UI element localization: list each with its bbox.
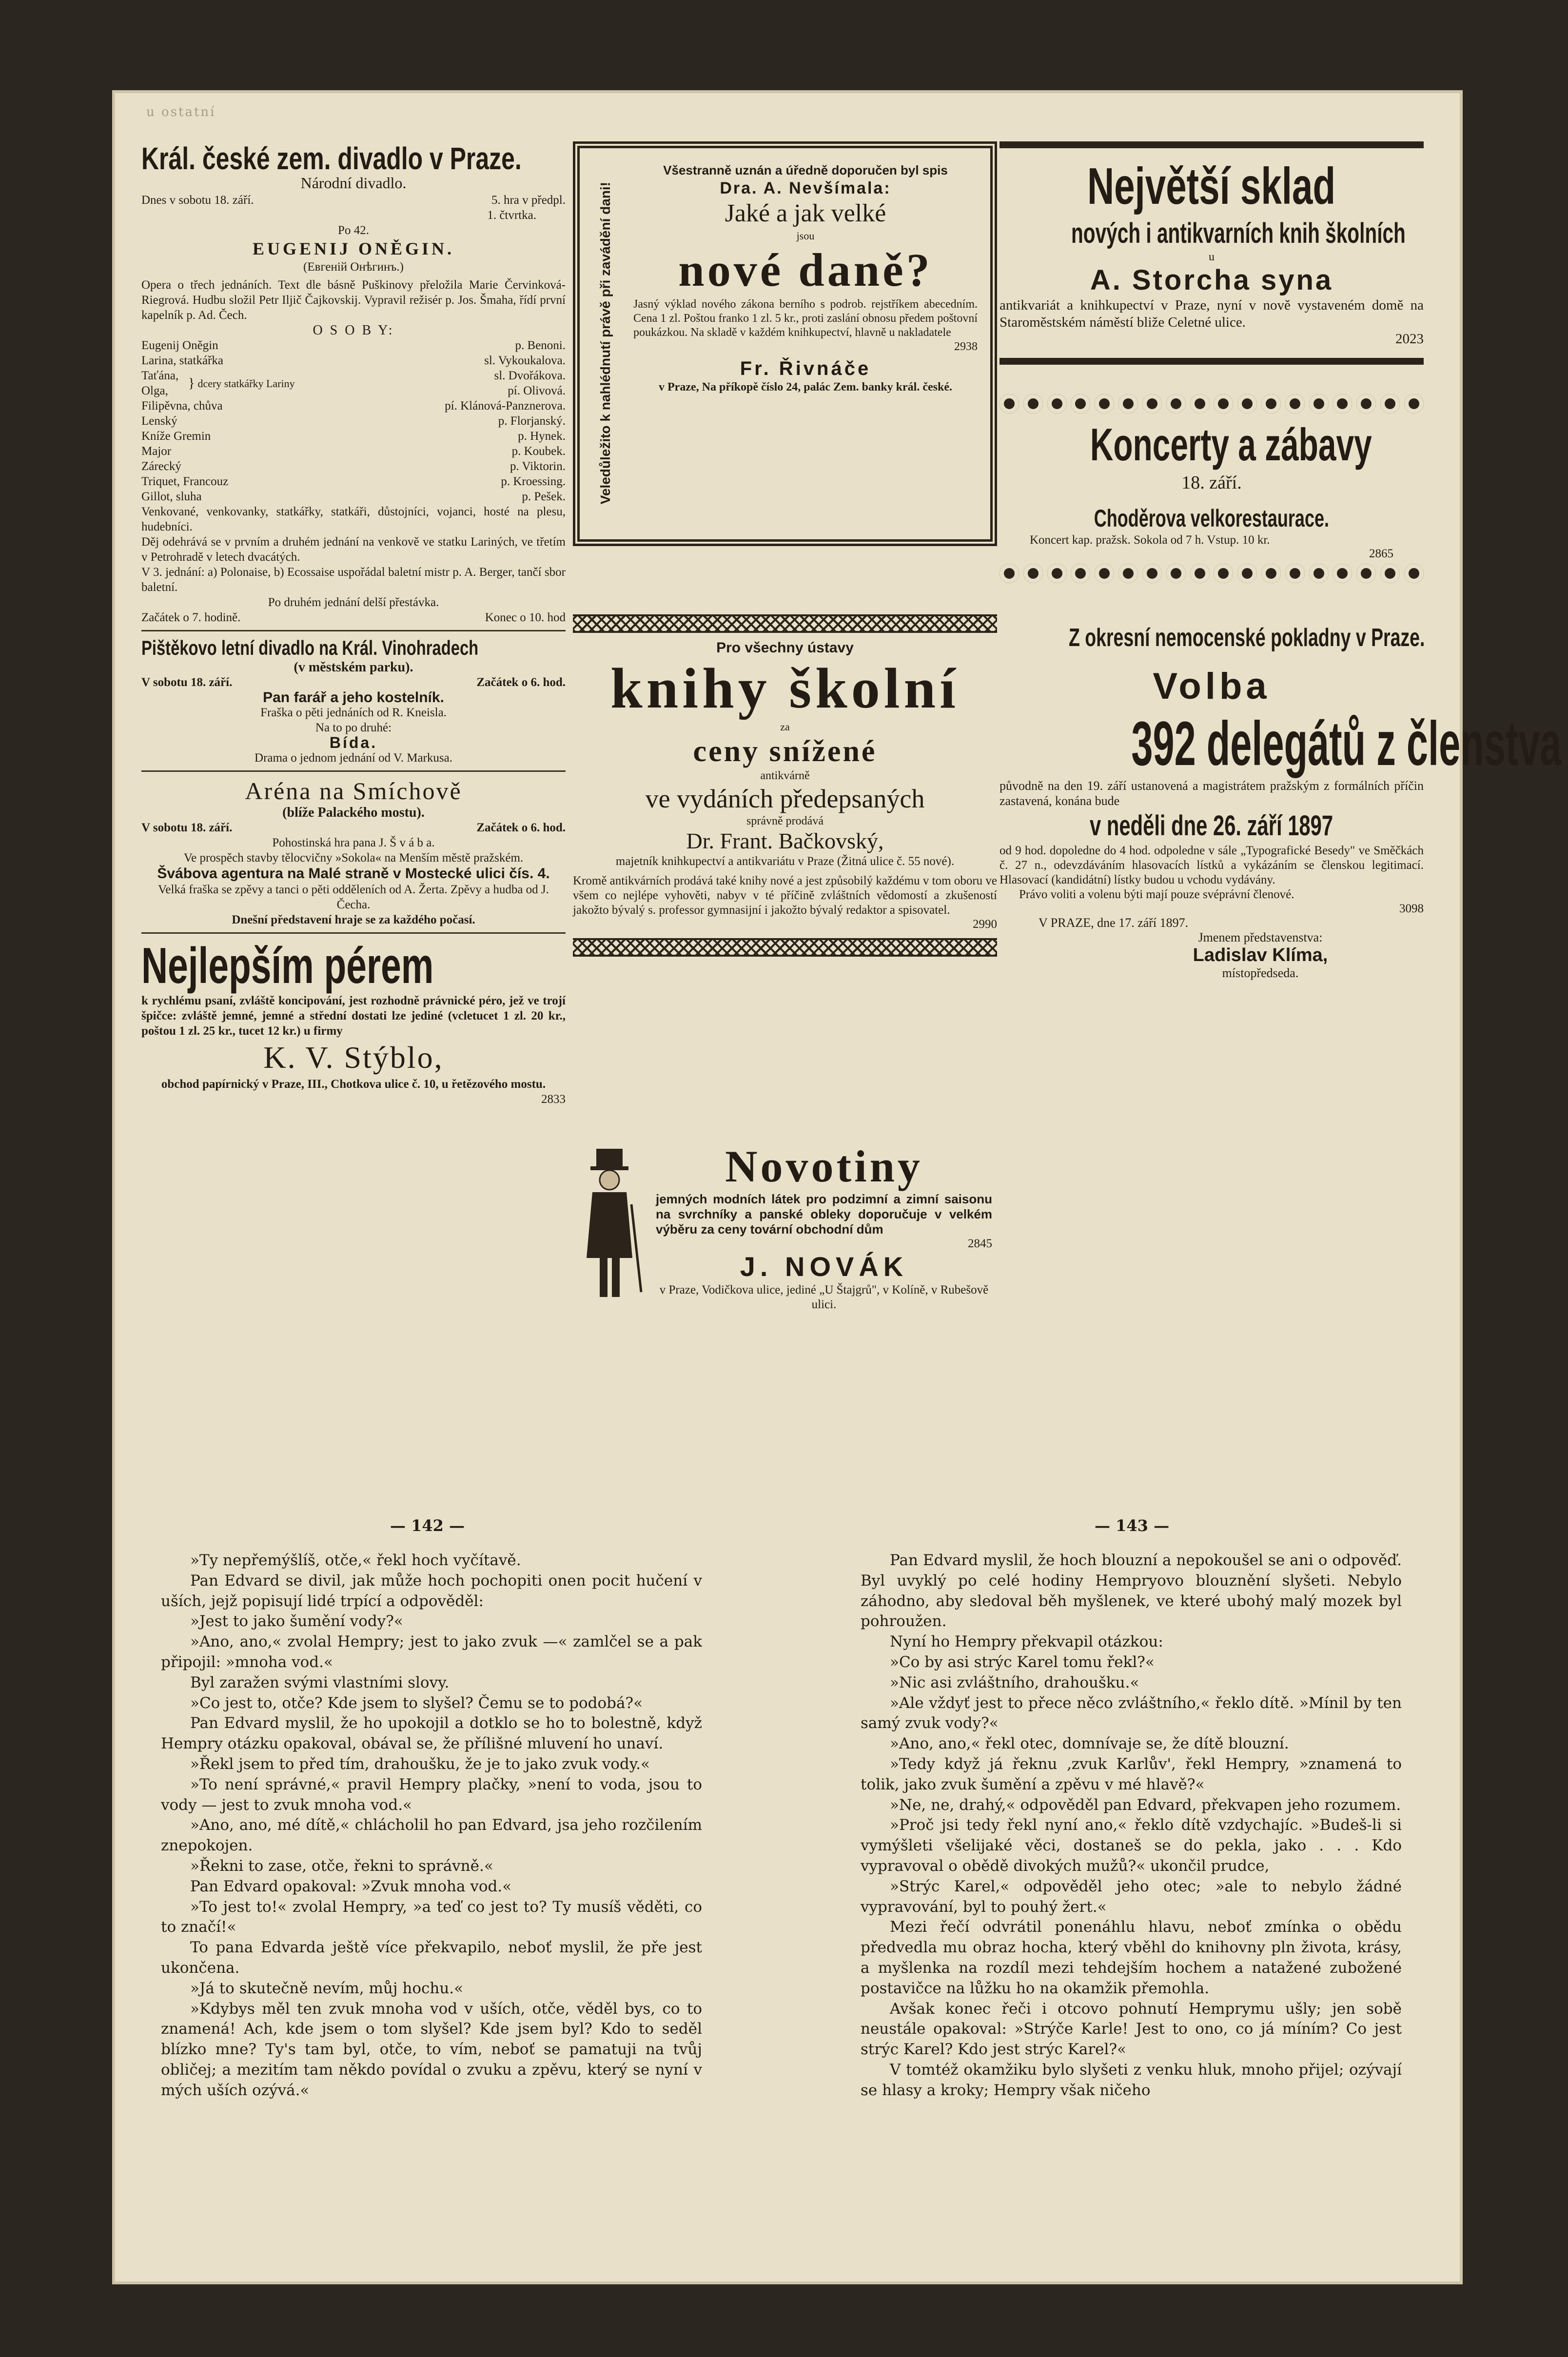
pistek-play: Pan farář a jeho kostelník. xyxy=(263,689,444,706)
column-ads-middle xyxy=(573,141,997,1341)
notice-big: 392 delegátů z členstva xyxy=(1131,709,1562,779)
column-theatre xyxy=(141,141,566,1341)
concert-place: Choděrova velkorestaurace. xyxy=(1094,505,1330,532)
cast-row: Filipěvna, chůva pí. Klánová-Panznerova. xyxy=(141,399,566,412)
novak-ad xyxy=(573,1141,997,1326)
concert-number: 2865 xyxy=(1369,547,1393,560)
pistek-description2: Drama o jednom jednání od V. Markusa. xyxy=(255,751,452,765)
tax-book-ad xyxy=(573,141,997,546)
paragraph: »To není správné,« pravil Hempry plačky, »není to voda, jsou to vody — jest to zvuk mnoha vod.« xyxy=(161,1775,702,1814)
tax-ad-publisher: Fr. Řivnáče xyxy=(740,358,871,379)
paragraph: »Ne, ne, drahý,« odpověděl pan Edvard, překvapen jeho rozumem. xyxy=(890,1796,1401,1814)
novak-ad-text: jemných modních látek pro podzimní a zimní saisonu na svrchníky a panské obleky doporučuje v velkém výběru za ceny tovární obchodní dům xyxy=(656,1192,992,1237)
page-number-142: — 142 — xyxy=(390,1516,465,1535)
pistek-play2: Bída. xyxy=(329,734,378,751)
books-ad-editions: ve vydáních předepsaných xyxy=(645,784,925,813)
paragraph: »Co jest to, otče? Kde jsem to slyšel? Čemu se to podobá?« xyxy=(190,1694,643,1712)
pen-number: 2833 xyxy=(541,1093,566,1106)
paragraph: V tomtéž okamžiku bylo slyšeti z venku hluk, mnoho přijel; ozývají se hlasy a kroky; Hempry však ničeho xyxy=(861,2061,1402,2099)
pen-address: obchod papírnický v Praze, III., Chotkova ulice č. 10, u řetězového mostu. xyxy=(161,1078,546,1091)
tax-ad-number: 2938 xyxy=(954,340,978,353)
notice-title: Z okresní nemocenské pokladny v Praze. xyxy=(1069,624,1425,652)
arena-note: Dnešní představení hraje se za každého počasí. xyxy=(232,913,475,926)
novak-ad-number: 2845 xyxy=(968,1237,992,1250)
tax-ad-question: Jaké a jak velké xyxy=(725,199,886,227)
theatre-title: Král. české zem. divadlo v Praze. xyxy=(141,141,522,176)
notice-volba: Volba xyxy=(1153,666,1271,707)
arena-subtitle: (blíže Palackého mostu). xyxy=(282,805,425,820)
books-ad-text: Kromě antikvárních prodává také knihy nové a jest způsobilý každému v tom oboru ve všem co nejlépe vyhověti, nabyv v té příčině zvláštních vědomostí a zkušeností jakožto bývalý s. professor gymnasijní i jakožto bývalý redaktor a spisovatel. xyxy=(573,874,997,917)
page-number-143: — 143 — xyxy=(1095,1516,1170,1535)
paragraph: »To jest to!« zvolal Hempry, »a teď co jest to? Ty musíš věděti, co to značí!« xyxy=(161,1898,702,1936)
opera-end: Konec o 10. hod xyxy=(485,611,566,624)
books-ad-big: knihy školní xyxy=(610,656,960,720)
cast-row: Gillot, sluha p. Pešek. xyxy=(141,490,566,503)
books-ad-head: Pro všechny ústavy xyxy=(716,640,854,656)
storch-subtitle: nových i antikvarních knih školních xyxy=(1071,217,1406,249)
paragraph: »Kdybys měl ten zvuk mnoha vod v uších, otče, věděl bys, co to znamená! Ach, kde jsem o tom slyšel? Kde jsem byl? Kdo to seděl blízko mne? Ty's tam byl, otče, to vím, neboť se pamatuji na tvůj obličej; a mezitím tam někdo povídal o zvuku a zpěvu, který se nyní v mých uších ozývá.« xyxy=(161,2000,702,2099)
opera-start: Začátek o 7. hodině. xyxy=(141,611,241,624)
tax-ad-address: v Praze, Na příkopě číslo 24, palác Zem. banky král. české. xyxy=(659,381,952,393)
paragraph: To pana Edvarda ještě více překvapilo, neboť myslil, že pře jest ukončena. xyxy=(161,1939,702,1977)
ornament-divider xyxy=(573,938,997,957)
notice-text2: od 9 hod. dopoledne do 4 hod. odpoledne v sále „Typografické Besedy" ve Směčkách č. 27 n., odevzdáváním hlasovacích lístků a vykázáním se členskou legitimací. Hlasovací (kandidátní) lístky budou u vchodu vydávány. xyxy=(1000,844,1424,886)
storch-ad xyxy=(1000,141,1424,365)
paragraph: »Ano, ano,« řekl otec, domnívaje se, že dítě blouzní. xyxy=(890,1735,1289,1753)
theatre-today: Dnes v sobotu 18. září. xyxy=(141,194,254,207)
arena-guest: Pohostinská hra pana J. Š v á b a. xyxy=(272,836,435,849)
tax-ad-head: Všestranně uznán a úředně doporučen byl spis xyxy=(663,163,948,177)
pen-title: Nejlepším pérem xyxy=(141,938,434,994)
gentleman-figure-icon xyxy=(573,1146,646,1307)
ornament-divider xyxy=(573,614,997,633)
book-page-142 xyxy=(161,1551,702,2101)
tax-side-text: Veledůležito k nahlédnutí právě při zavádění dani! xyxy=(598,182,613,505)
paragraph: Avšak konec řeči i otcovo pohnutí Hemprymu ušly; jen sobě neustále opakoval: »Strýče Karle! Jest to ono, co já míním? Co jest strýc Karel? Kdo jest strýc Karel?« xyxy=(861,2000,1402,2059)
storch-title: Největší sklad xyxy=(1087,157,1336,215)
storch-u: u xyxy=(1209,251,1215,263)
storch-number: 2023 xyxy=(1395,331,1424,347)
theatre-quarter: 1. čtvrtka. xyxy=(487,209,536,222)
sickness-fund-notice xyxy=(1000,622,1562,981)
column-ads-right xyxy=(1000,141,1562,1341)
cast-row: Eugenij Oněgin p. Benoni. xyxy=(141,339,566,352)
notice-sign-name: Ladislav Klíma, xyxy=(1193,945,1328,965)
theatre-play-number: 5. hra v předpl. xyxy=(491,194,566,207)
arena-description: Velká fraška se zpěvy a tanci o pěti odděleních od A. Žerta. Zpěvy a hudba od J. Čecha. xyxy=(158,883,549,911)
cast-list xyxy=(141,338,566,504)
books-ad-antikvarne: antikvárně xyxy=(760,769,810,782)
dot-border-top xyxy=(1000,394,1424,413)
cast-row: Zárecký p. Viktorin. xyxy=(141,460,566,473)
arena-title: Aréna na Smíchově xyxy=(245,777,462,805)
notice-date: v neděli dne 26. září 1897 xyxy=(1090,810,1333,842)
opera-description: Opera o třech jednáních. Text dle básně Puškinovy přeložila Marie Červinková-Riegrová. Hudbu složil Petr Iljič Čajkovskij. Vypravil režisér p. Jos. Šmaha, řídí první kapelník p. Ad. Čech. xyxy=(141,278,566,322)
books-ad-number: 2990 xyxy=(973,918,997,931)
books-ad-za: za xyxy=(780,721,790,733)
opera-setting: Děj odehrává se v prvním a druhém jednání na venkově ve statku Lariných, ve třetím v Petrohradě v letech dvacátých. xyxy=(141,535,566,564)
paragraph: »Strýc Karel,« odpověděl jeho otec; »ale to nebylo žádné vypravování, byl to pouhý žert.« xyxy=(861,1877,1402,1916)
paragraph: »Jest to jako šumění vody?« xyxy=(190,1612,403,1630)
paragraph: Byl zaražen svými vlastními slovy. xyxy=(190,1673,450,1691)
opera-act3: V 3. jednání: a) Polonaise, b) Ecossaise uspořádal baletní mistr p. A. Berger, tančí sbor baletní. xyxy=(141,566,566,594)
cast-row: Triquet, Francouz p. Kroessing. xyxy=(141,475,566,488)
novak-ad-big: Novotiny xyxy=(725,1141,923,1191)
cast-row-daughters: Taťána, Olga, } dcery statkářky Lariny sl. Dvořákova. pí. Olivová. xyxy=(141,369,566,397)
paragraph: Pan Edvard myslil, že ho upokojil a dotklo se ho to bolestně, když Hempry otázku opakoval, obával se, že přílišné mluvení ho unaví. xyxy=(161,1714,702,1753)
tax-ad-author: Dra. A. Nevšímala: xyxy=(720,179,891,197)
paragraph: »Nic asi zvláštního, drahoušku.« xyxy=(890,1673,1139,1691)
paragraph: »Tedy když já řeknu ‚zvuk Karlův', řekl Hempry, »znamená to tolik, jako zvuk šumění a zpěvu v mé hlavě?« xyxy=(861,1755,1402,1793)
notice-sign-for: Jmenem představenstva: xyxy=(1198,930,1323,944)
concert-ad xyxy=(1000,394,1424,583)
notice-sign-role: místopředseda. xyxy=(1222,966,1299,980)
notice-text: původně na den 19. září ustanovená a magistrátem pražským z formálních příčin zastavená, konána bude xyxy=(1000,779,1424,808)
cast-row: Kníže Gremin p. Hynek. xyxy=(141,430,566,443)
paragraph: »Já to skutečně nevím, můj hochu.« xyxy=(190,1979,464,1997)
books-ad-owner: majetník knihkupectví a antikvariátu v Praze (Žitná ulice č. 55 nové). xyxy=(615,855,955,868)
concert-text: Koncert kap. pražsk. Sokola od 7 h. Vstup. 10 kr. xyxy=(1030,533,1270,547)
arena-date: V sobotu 18. září. xyxy=(141,821,233,834)
books-ad-sells: správně prodává xyxy=(746,815,823,827)
notice-number: 3098 xyxy=(1399,902,1424,915)
paragraph: »Řekni to zase, otče, řekni to správně.« xyxy=(190,1857,493,1875)
cast-extras: Venkované, venkovanky, statkářky, statkáři, důstojníci, vojanci, hosté na plesu, hudebníci. xyxy=(141,505,566,533)
paragraph: »Ano, ano, mé dítě,« chlácholil ho pan Edvard, jsa jeho rozčilením znepokojen. xyxy=(161,1816,702,1855)
paragraph: »Proč jsi tedy řekl nyní ano,« řeklo dítě vzdychajíc. »Budeš-li si vymýšleti všelijaké věci, dostaneš se do pekla, jako . . . Kdo vypravoval o obědě divokých mužů?« ukončil prudce, xyxy=(861,1816,1402,1875)
arena-play: Švábova agentura na Malé straně v Mostecké ulici čís. 4. xyxy=(157,865,550,882)
paragraph: Pan Edvard myslil, že hoch blouzní a nepokoušel se ani o odpověď. Byl uvyklý po celé hodiny Hempryovo blouznění slyšeti. Nebylo záhodno, aby sledoval běh myšlenek, ve které ubohý malý mozek byl pohroužen. xyxy=(861,1552,1402,1630)
opera-title: EUGENIJ ONĚGIN. xyxy=(252,239,455,258)
cast-row: Major p. Koubek. xyxy=(141,445,566,458)
paragraph: »Řekl jsem to před tím, drahoušku, že je to jako zvuk vody.« xyxy=(190,1755,650,1773)
tax-ad-jsou: jsou xyxy=(796,230,815,242)
pistek-time: Začátek o 6. hod. xyxy=(476,676,566,689)
books-ad-price: ceny snížené xyxy=(693,735,877,768)
arena-benefit: Ve prospěch stavby tělocvičny »Sokola« na Menším městě pražském. xyxy=(183,851,524,864)
paragraph: »Ano, ano,« zvolal Hempry; jest to jako zvuk —« zamlčel se a pak připojil: »mnoha vod.« xyxy=(161,1633,702,1671)
paragraph: »Ty nepřemýšlíš, otče,« řekl hoch vyčítavě. xyxy=(190,1552,521,1569)
cast-row: Larina, statkářka sl. Vykoukalova. xyxy=(141,354,566,367)
pistek-date: V sobotu 18. září. xyxy=(141,676,233,689)
tax-ad-text: Jasný výklad nového zákona berního s podrob. rejstříkem abecedním. Cena 1 zl. Poštou franko 1 zl. 5 kr., proti zaslání obnosu předem poštovní poukázkou. Na skladě v každém knihkupectví, hlavně u nakladatele xyxy=(633,298,978,339)
novak-ad-name: J. NOVÁK xyxy=(740,1251,908,1282)
paragraph: Mezi řečí odvrátil ponenáhlu hlavu, neboť zmínka o obědu předvedla mu obraz hocha, který vběhl do knihovny pln života, krásy, a myšlenka na rozdíl mezi tehdejším hochem a natažené zubožené postavičce na lůžku ho na okamžik přemohla. xyxy=(861,1918,1402,1997)
storch-name: A. Storcha syna xyxy=(1090,264,1333,296)
theatre-po: Po 42. xyxy=(338,224,369,237)
dot-border-bottom xyxy=(1000,564,1424,583)
novak-ad-address: v Praze, Vodičkova ulice, jediné „U Štajgrů", v Kolíně, v Rubešově ulici. xyxy=(659,1283,989,1311)
pen-firm: K. V. Stýblo, xyxy=(263,1040,444,1075)
theatre-subtitle: Národní divadlo. xyxy=(300,174,407,192)
pistek-subtitle: (v městském parku). xyxy=(294,660,413,675)
paragraph: »Ale vždyť jest to přece něco zvláštního,« řeklo dítě. »Mínil by ten samý zvuk vody?« xyxy=(861,1694,1402,1732)
paragraph: Nyní ho Hempry překvapil otázkou: xyxy=(890,1633,1163,1651)
pistek-then: Na to po druhé: xyxy=(315,721,392,734)
header-faint-text: u ostatní xyxy=(146,105,216,119)
storch-text: antikvariát a knihkupectví v Praze, nyní v nově vystaveném domě na Staroměstském náměstí bliže Celetné ulice. xyxy=(1000,297,1424,330)
pen-text: k rychlému psaní, zvláště koncipování, jest rozhodně právnické péro, jež ve trojí špičce: zvláště jemné, jemné a střední dostati lze jediné (vcletucet 1 zl. 20 kr., poštou 1 zl. 25 kr., tucet 12 kr.) u firmy xyxy=(141,994,566,1038)
paragraph: »Co by asi strýc Karel tomu řekl?« xyxy=(890,1653,1155,1671)
cast-heading: O S O B Y: xyxy=(313,323,394,338)
paragraph: Pan Edvard opakoval: »Zvuk mnoha vod.« xyxy=(190,1877,512,1895)
concert-date: 18. září. xyxy=(1181,472,1242,493)
opera-russian-title: (Евгеній Онѣгинъ.) xyxy=(303,260,404,274)
concert-title: Koncerty a zábavy xyxy=(1090,419,1372,470)
pistek-description: Fraška o pěti jednáních od R. Kneisla. xyxy=(260,706,447,719)
books-ad-name: Dr. Frant. Bačkovský, xyxy=(686,828,884,853)
book-page-143 xyxy=(861,1551,1402,2101)
notice-place-date: V PRAZE, dne 17. září 1897. xyxy=(1039,916,1189,930)
pistek-title: Pištěkovo letní divadlo na Král. Vinohradech xyxy=(141,636,479,659)
cast-row: Lenský p. Florjanský. xyxy=(141,414,566,428)
notice-right: Právo voliti a volenu býti mají pouze svéprávní členové. xyxy=(1019,888,1294,901)
opera-pause: Po druhém jednání delší přestávka. xyxy=(268,596,439,609)
paragraph: Pan Edvard se divil, jak může hoch pochopiti onen pocit hučení v uších, jejž popisují lidé trpící a odpověděl: xyxy=(161,1571,702,1610)
tax-ad-big: nové daně? xyxy=(678,244,933,296)
arena-time: Začátek o 6. hod. xyxy=(476,821,566,834)
